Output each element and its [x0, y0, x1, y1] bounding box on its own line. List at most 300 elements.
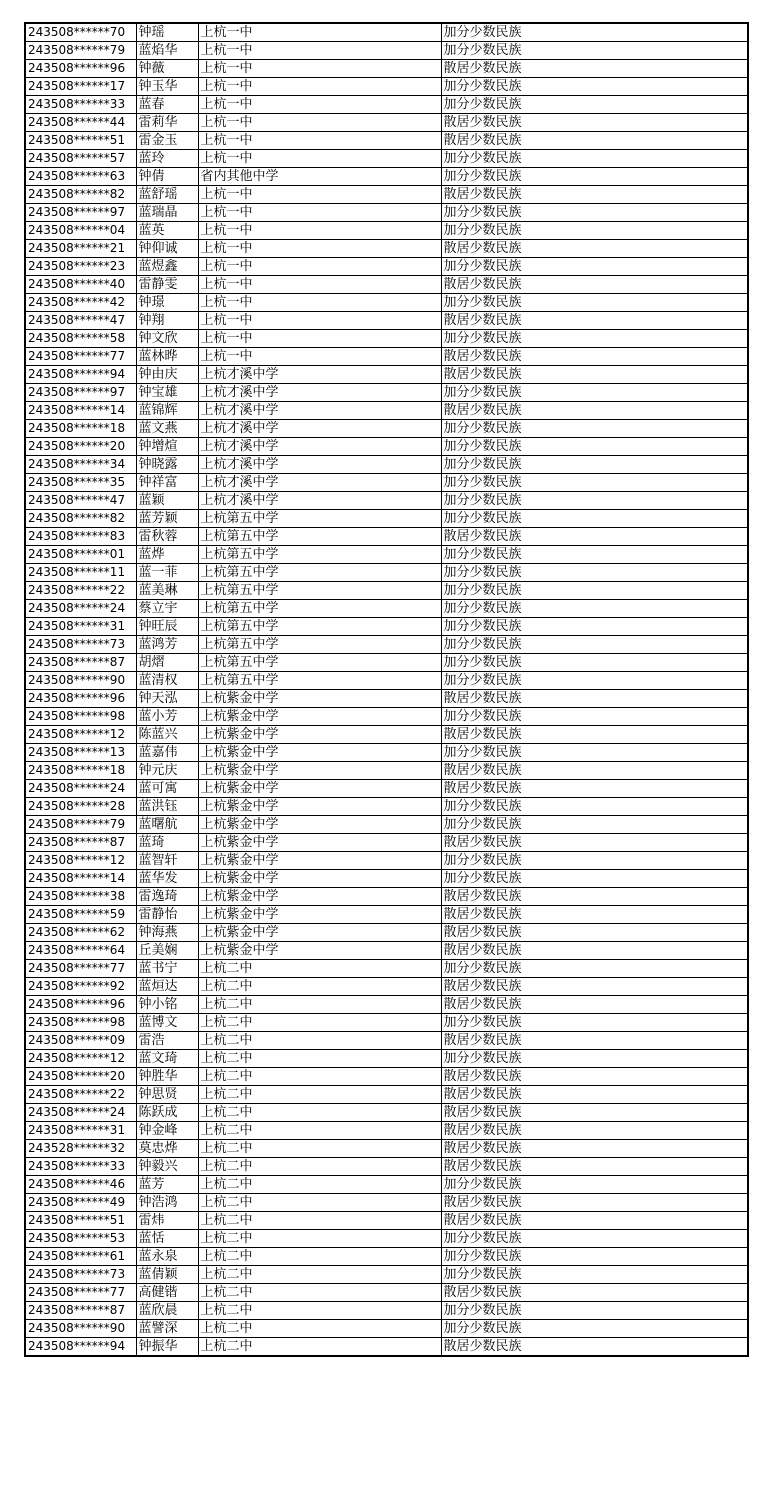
- id-cell: 243508******12: [25, 852, 136, 870]
- id-cell: 243508******47: [25, 312, 136, 330]
- school-cell: 上杭二中: [198, 1158, 441, 1176]
- table-row: [25, 132, 748, 150]
- table-row: [25, 924, 748, 942]
- category-cell: 加分少数民族: [441, 564, 748, 582]
- category-cell: 加分少数民族: [441, 492, 748, 510]
- name-cell: 钟文欣: [136, 330, 198, 348]
- id-cell: 243508******57: [25, 150, 136, 168]
- school-cell: 上杭才溪中学: [198, 492, 441, 510]
- name-cell: 雷莉华: [136, 114, 198, 132]
- id-cell: 243508******82: [25, 186, 136, 204]
- category-cell: 加分少数民族: [441, 294, 748, 312]
- id-cell: 243508******21: [25, 240, 136, 258]
- table-row: [25, 1158, 748, 1176]
- school-cell: 省内其他中学: [198, 168, 441, 186]
- school-cell: 上杭才溪中学: [198, 474, 441, 492]
- category-cell: 加分少数民族: [441, 330, 748, 348]
- school-cell: 上杭二中: [198, 960, 441, 978]
- id-cell: 243508******17: [25, 78, 136, 96]
- table-row: [25, 744, 748, 762]
- name-cell: 陈跃成: [136, 1104, 198, 1122]
- school-cell: 上杭二中: [198, 1014, 441, 1032]
- table-row: [25, 942, 748, 960]
- school-cell: 上杭才溪中学: [198, 438, 441, 456]
- school-cell: 上杭二中: [198, 1194, 441, 1212]
- name-cell: 钟振华: [136, 1338, 198, 1357]
- table-row: [25, 1176, 748, 1194]
- table-row: [25, 438, 748, 456]
- name-cell: 雷静雯: [136, 276, 198, 294]
- school-cell: 上杭一中: [198, 204, 441, 222]
- category-cell: 加分少数民族: [441, 708, 748, 726]
- category-cell: 加分少数民族: [441, 852, 748, 870]
- id-cell: 243508******31: [25, 618, 136, 636]
- name-cell: 蓝恬: [136, 1230, 198, 1248]
- id-cell: 243508******97: [25, 204, 136, 222]
- table-row: [25, 528, 748, 546]
- table-row: [25, 42, 748, 60]
- name-cell: 钟金峰: [136, 1122, 198, 1140]
- name-cell: 钟宝雄: [136, 384, 198, 402]
- category-cell: 散居少数民族: [441, 528, 748, 546]
- id-cell: 243508******46: [25, 1176, 136, 1194]
- name-cell: 蓝小芳: [136, 708, 198, 726]
- category-cell: 加分少数民族: [441, 420, 748, 438]
- name-cell: 钟由庆: [136, 366, 198, 384]
- id-cell: 243508******22: [25, 1086, 136, 1104]
- table-row: [25, 996, 748, 1014]
- school-cell: 上杭紫金中学: [198, 708, 441, 726]
- table-row: [25, 888, 748, 906]
- table-row: [25, 636, 748, 654]
- id-cell: 243508******87: [25, 1302, 136, 1320]
- name-cell: 蓝可寓: [136, 780, 198, 798]
- name-cell: 蓝清权: [136, 672, 198, 690]
- school-cell: 上杭紫金中学: [198, 816, 441, 834]
- id-cell: 243508******64: [25, 942, 136, 960]
- school-cell: 上杭一中: [198, 312, 441, 330]
- table-row: [25, 582, 748, 600]
- id-cell: 243508******33: [25, 1158, 136, 1176]
- name-cell: 钟毅兴: [136, 1158, 198, 1176]
- id-cell: 243508******62: [25, 924, 136, 942]
- table-row: [25, 366, 748, 384]
- category-cell: 加分少数民族: [441, 654, 748, 672]
- school-cell: 上杭二中: [198, 1320, 441, 1338]
- id-cell: 243508******59: [25, 906, 136, 924]
- id-cell: 243508******61: [25, 1248, 136, 1266]
- roster-body: [25, 23, 748, 1356]
- id-cell: 243508******87: [25, 654, 136, 672]
- school-cell: 上杭一中: [198, 132, 441, 150]
- category-cell: 加分少数民族: [441, 42, 748, 60]
- table-row: [25, 420, 748, 438]
- name-cell: 蓝舒瑶: [136, 186, 198, 204]
- name-cell: 丘美娴: [136, 942, 198, 960]
- category-cell: 加分少数民族: [441, 258, 748, 276]
- name-cell: 雷逸琦: [136, 888, 198, 906]
- category-cell: 加分少数民族: [441, 798, 748, 816]
- table-row: [25, 672, 748, 690]
- table-row: [25, 1032, 748, 1050]
- student-roster-table: [24, 22, 749, 1357]
- category-cell: 加分少数民族: [441, 204, 748, 222]
- category-cell: 加分少数民族: [441, 23, 748, 42]
- id-cell: 243508******97: [25, 384, 136, 402]
- name-cell: 钟海燕: [136, 924, 198, 942]
- category-cell: 散居少数民族: [441, 1140, 748, 1158]
- id-cell: 243508******44: [25, 114, 136, 132]
- school-cell: 上杭一中: [198, 60, 441, 78]
- table-row: [25, 204, 748, 222]
- category-cell: 散居少数民族: [441, 240, 748, 258]
- table-row: [25, 1266, 748, 1284]
- id-cell: 243508******35: [25, 474, 136, 492]
- school-cell: 上杭一中: [198, 348, 441, 366]
- table-row: [25, 1212, 748, 1230]
- table-row: [25, 240, 748, 258]
- category-cell: 加分少数民族: [441, 870, 748, 888]
- category-cell: 加分少数民族: [441, 960, 748, 978]
- table-row: [25, 1338, 748, 1357]
- name-cell: 蓝洪钰: [136, 798, 198, 816]
- id-cell: 243508******51: [25, 1212, 136, 1230]
- category-cell: 散居少数民族: [441, 402, 748, 420]
- name-cell: 蓝譬深: [136, 1320, 198, 1338]
- table-row: [25, 474, 748, 492]
- name-cell: 蓝永泉: [136, 1248, 198, 1266]
- category-cell: 加分少数民族: [441, 510, 748, 528]
- name-cell: 莫忠烨: [136, 1140, 198, 1158]
- category-cell: 加分少数民族: [441, 1266, 748, 1284]
- category-cell: 加分少数民族: [441, 384, 748, 402]
- table-row: [25, 906, 748, 924]
- id-cell: 243508******13: [25, 744, 136, 762]
- id-cell: 243508******01: [25, 546, 136, 564]
- table-row: [25, 600, 748, 618]
- school-cell: 上杭第五中学: [198, 546, 441, 564]
- category-cell: 散居少数民族: [441, 132, 748, 150]
- name-cell: 钟旺辰: [136, 618, 198, 636]
- name-cell: 钟浩鸿: [136, 1194, 198, 1212]
- category-cell: 散居少数民族: [441, 726, 748, 744]
- school-cell: 上杭二中: [198, 1266, 441, 1284]
- school-cell: 上杭一中: [198, 186, 441, 204]
- school-cell: 上杭紫金中学: [198, 798, 441, 816]
- school-cell: 上杭才溪中学: [198, 456, 441, 474]
- id-cell: 243508******38: [25, 888, 136, 906]
- id-cell: 243508******11: [25, 564, 136, 582]
- id-cell: 243508******33: [25, 96, 136, 114]
- id-cell: 243508******73: [25, 1266, 136, 1284]
- name-cell: 蓝琦: [136, 834, 198, 852]
- table-row: [25, 510, 748, 528]
- id-cell: 243508******53: [25, 1230, 136, 1248]
- school-cell: 上杭一中: [198, 150, 441, 168]
- school-cell: 上杭一中: [198, 240, 441, 258]
- name-cell: 钟璟: [136, 294, 198, 312]
- id-cell: 243508******79: [25, 42, 136, 60]
- category-cell: 散居少数民族: [441, 906, 748, 924]
- table-row: [25, 60, 748, 78]
- name-cell: 蓝英: [136, 222, 198, 240]
- table-row: [25, 726, 748, 744]
- id-cell: 243508******83: [25, 528, 136, 546]
- id-cell: 243508******20: [25, 1068, 136, 1086]
- id-cell: 243508******20: [25, 438, 136, 456]
- category-cell: 散居少数民族: [441, 366, 748, 384]
- school-cell: 上杭二中: [198, 1302, 441, 1320]
- category-cell: 散居少数民族: [441, 924, 748, 942]
- table-row: [25, 312, 748, 330]
- school-cell: 上杭紫金中学: [198, 834, 441, 852]
- id-cell: 243508******92: [25, 978, 136, 996]
- table-row: [25, 1068, 748, 1086]
- table-row: [25, 1122, 748, 1140]
- id-cell: 243508******42: [25, 294, 136, 312]
- name-cell: 蓝文琦: [136, 1050, 198, 1068]
- category-cell: 加分少数民族: [441, 600, 748, 618]
- table-row: [25, 780, 748, 798]
- school-cell: 上杭才溪中学: [198, 402, 441, 420]
- id-cell: 243508******09: [25, 1032, 136, 1050]
- category-cell: 散居少数民族: [441, 114, 748, 132]
- school-cell: 上杭第五中学: [198, 510, 441, 528]
- name-cell: 钟玉华: [136, 78, 198, 96]
- table-row: [25, 1140, 748, 1158]
- category-cell: 散居少数民族: [441, 978, 748, 996]
- id-cell: 243508******24: [25, 1104, 136, 1122]
- id-cell: 243508******77: [25, 960, 136, 978]
- school-cell: 上杭一中: [198, 96, 441, 114]
- id-cell: 243508******23: [25, 258, 136, 276]
- name-cell: 蓝玲: [136, 150, 198, 168]
- table-row: [25, 78, 748, 96]
- category-cell: 加分少数民族: [441, 96, 748, 114]
- category-cell: 加分少数民族: [441, 1320, 748, 1338]
- school-cell: 上杭紫金中学: [198, 942, 441, 960]
- school-cell: 上杭二中: [198, 1122, 441, 1140]
- school-cell: 上杭二中: [198, 1140, 441, 1158]
- category-cell: 散居少数民族: [441, 1032, 748, 1050]
- name-cell: 雷浩: [136, 1032, 198, 1050]
- category-cell: 散居少数民族: [441, 60, 748, 78]
- school-cell: 上杭二中: [198, 1068, 441, 1086]
- table-row: [25, 708, 748, 726]
- school-cell: 上杭二中: [198, 1248, 441, 1266]
- name-cell: 蓝美琳: [136, 582, 198, 600]
- table-row: [25, 690, 748, 708]
- name-cell: 雷静怡: [136, 906, 198, 924]
- name-cell: 蓝嘉伟: [136, 744, 198, 762]
- table-row: [25, 618, 748, 636]
- table-row: [25, 1302, 748, 1320]
- name-cell: 蓝林晔: [136, 348, 198, 366]
- id-cell: 243508******98: [25, 708, 136, 726]
- school-cell: 上杭一中: [198, 42, 441, 60]
- school-cell: 上杭二中: [198, 1104, 441, 1122]
- table-row: [25, 1230, 748, 1248]
- id-cell: 243508******34: [25, 456, 136, 474]
- school-cell: 上杭紫金中学: [198, 870, 441, 888]
- category-cell: 加分少数民族: [441, 618, 748, 636]
- table-row: [25, 1014, 748, 1032]
- id-cell: 243508******73: [25, 636, 136, 654]
- id-cell: 243508******18: [25, 762, 136, 780]
- category-cell: 散居少数民族: [441, 780, 748, 798]
- name-cell: 蓝颖: [136, 492, 198, 510]
- category-cell: 加分少数民族: [441, 1050, 748, 1068]
- category-cell: 散居少数民族: [441, 312, 748, 330]
- id-cell: 243508******96: [25, 60, 136, 78]
- school-cell: 上杭第五中学: [198, 672, 441, 690]
- table-row: [25, 348, 748, 366]
- category-cell: 散居少数民族: [441, 1086, 748, 1104]
- school-cell: 上杭二中: [198, 996, 441, 1014]
- table-row: [25, 402, 748, 420]
- id-cell: 243508******79: [25, 816, 136, 834]
- school-cell: 上杭二中: [198, 1086, 441, 1104]
- id-cell: 243508******94: [25, 1338, 136, 1357]
- id-cell: 243508******77: [25, 1284, 136, 1302]
- school-cell: 上杭二中: [198, 1338, 441, 1357]
- school-cell: 上杭一中: [198, 23, 441, 42]
- table-row: [25, 1086, 748, 1104]
- category-cell: 散居少数民族: [441, 186, 748, 204]
- name-cell: 蓝书宁: [136, 960, 198, 978]
- school-cell: 上杭一中: [198, 78, 441, 96]
- name-cell: 钟翔: [136, 312, 198, 330]
- category-cell: 加分少数民族: [441, 636, 748, 654]
- name-cell: 钟胜华: [136, 1068, 198, 1086]
- name-cell: 蓝文燕: [136, 420, 198, 438]
- category-cell: 加分少数民族: [441, 168, 748, 186]
- school-cell: 上杭紫金中学: [198, 924, 441, 942]
- table-row: [25, 1194, 748, 1212]
- category-cell: 加分少数民族: [441, 1176, 748, 1194]
- id-cell: 243508******22: [25, 582, 136, 600]
- school-cell: 上杭二中: [198, 978, 441, 996]
- category-cell: 加分少数民族: [441, 1230, 748, 1248]
- table-row: [25, 798, 748, 816]
- table-row: [25, 294, 748, 312]
- table-row: [25, 1284, 748, 1302]
- school-cell: 上杭第五中学: [198, 564, 441, 582]
- id-cell: 243508******28: [25, 798, 136, 816]
- school-cell: 上杭第五中学: [198, 654, 441, 672]
- category-cell: 加分少数民族: [441, 438, 748, 456]
- school-cell: 上杭第五中学: [198, 582, 441, 600]
- name-cell: 钟元庆: [136, 762, 198, 780]
- name-cell: 胡熠: [136, 654, 198, 672]
- table-row: [25, 186, 748, 204]
- name-cell: 蓝瑞晶: [136, 204, 198, 222]
- school-cell: 上杭二中: [198, 1032, 441, 1050]
- table-row: [25, 1050, 748, 1068]
- name-cell: 钟天泓: [136, 690, 198, 708]
- name-cell: 雷秋蓉: [136, 528, 198, 546]
- category-cell: 散居少数民族: [441, 1158, 748, 1176]
- table-row: [25, 654, 748, 672]
- name-cell: 钟仰诚: [136, 240, 198, 258]
- category-cell: 散居少数民族: [441, 1212, 748, 1230]
- table-row: [25, 1320, 748, 1338]
- table-row: [25, 23, 748, 42]
- category-cell: 加分少数民族: [441, 222, 748, 240]
- name-cell: 蓝曙航: [136, 816, 198, 834]
- name-cell: 钟晓露: [136, 456, 198, 474]
- name-cell: 蓝鸿芳: [136, 636, 198, 654]
- id-cell: 243508******12: [25, 726, 136, 744]
- id-cell: 243508******40: [25, 276, 136, 294]
- school-cell: 上杭紫金中学: [198, 780, 441, 798]
- table-row: [25, 978, 748, 996]
- name-cell: 雷炜: [136, 1212, 198, 1230]
- school-cell: 上杭第五中学: [198, 528, 441, 546]
- id-cell: 243508******70: [25, 23, 136, 42]
- school-cell: 上杭一中: [198, 330, 441, 348]
- school-cell: 上杭紫金中学: [198, 762, 441, 780]
- school-cell: 上杭二中: [198, 1230, 441, 1248]
- id-cell: 243508******96: [25, 996, 136, 1014]
- id-cell: 243508******31: [25, 1122, 136, 1140]
- name-cell: 蓝华发: [136, 870, 198, 888]
- school-cell: 上杭一中: [198, 222, 441, 240]
- id-cell: 243508******49: [25, 1194, 136, 1212]
- category-cell: 加分少数民族: [441, 150, 748, 168]
- table-row: [25, 546, 748, 564]
- school-cell: 上杭一中: [198, 294, 441, 312]
- name-cell: 蓝烨: [136, 546, 198, 564]
- name-cell: 钟瑶: [136, 23, 198, 42]
- id-cell: 243508******04: [25, 222, 136, 240]
- category-cell: 散居少数民族: [441, 1068, 748, 1086]
- school-cell: 上杭一中: [198, 114, 441, 132]
- id-cell: 243508******87: [25, 834, 136, 852]
- name-cell: 蓝锦辉: [136, 402, 198, 420]
- name-cell: 钟祥富: [136, 474, 198, 492]
- category-cell: 加分少数民族: [441, 546, 748, 564]
- school-cell: 上杭二中: [198, 1176, 441, 1194]
- category-cell: 散居少数民族: [441, 1104, 748, 1122]
- category-cell: 加分少数民族: [441, 1302, 748, 1320]
- id-cell: 243508******94: [25, 366, 136, 384]
- category-cell: 加分少数民族: [441, 1248, 748, 1266]
- table-row: [25, 1104, 748, 1122]
- school-cell: 上杭第五中学: [198, 600, 441, 618]
- category-cell: 加分少数民族: [441, 456, 748, 474]
- category-cell: 加分少数民族: [441, 672, 748, 690]
- name-cell: 钟思贤: [136, 1086, 198, 1104]
- category-cell: 加分少数民族: [441, 582, 748, 600]
- id-cell: 243508******12: [25, 1050, 136, 1068]
- table-row: [25, 456, 748, 474]
- category-cell: 散居少数民族: [441, 1338, 748, 1357]
- table-row: [25, 276, 748, 294]
- id-cell: 243508******63: [25, 168, 136, 186]
- category-cell: 散居少数民族: [441, 276, 748, 294]
- table-row: [25, 492, 748, 510]
- category-cell: 散居少数民族: [441, 888, 748, 906]
- school-cell: 上杭紫金中学: [198, 906, 441, 924]
- category-cell: 散居少数民族: [441, 942, 748, 960]
- table-row: [25, 384, 748, 402]
- id-cell: 243508******18: [25, 420, 136, 438]
- name-cell: 蓝博文: [136, 1014, 198, 1032]
- name-cell: 蓝煜鑫: [136, 258, 198, 276]
- name-cell: 钟增煊: [136, 438, 198, 456]
- category-cell: 加分少数民族: [441, 78, 748, 96]
